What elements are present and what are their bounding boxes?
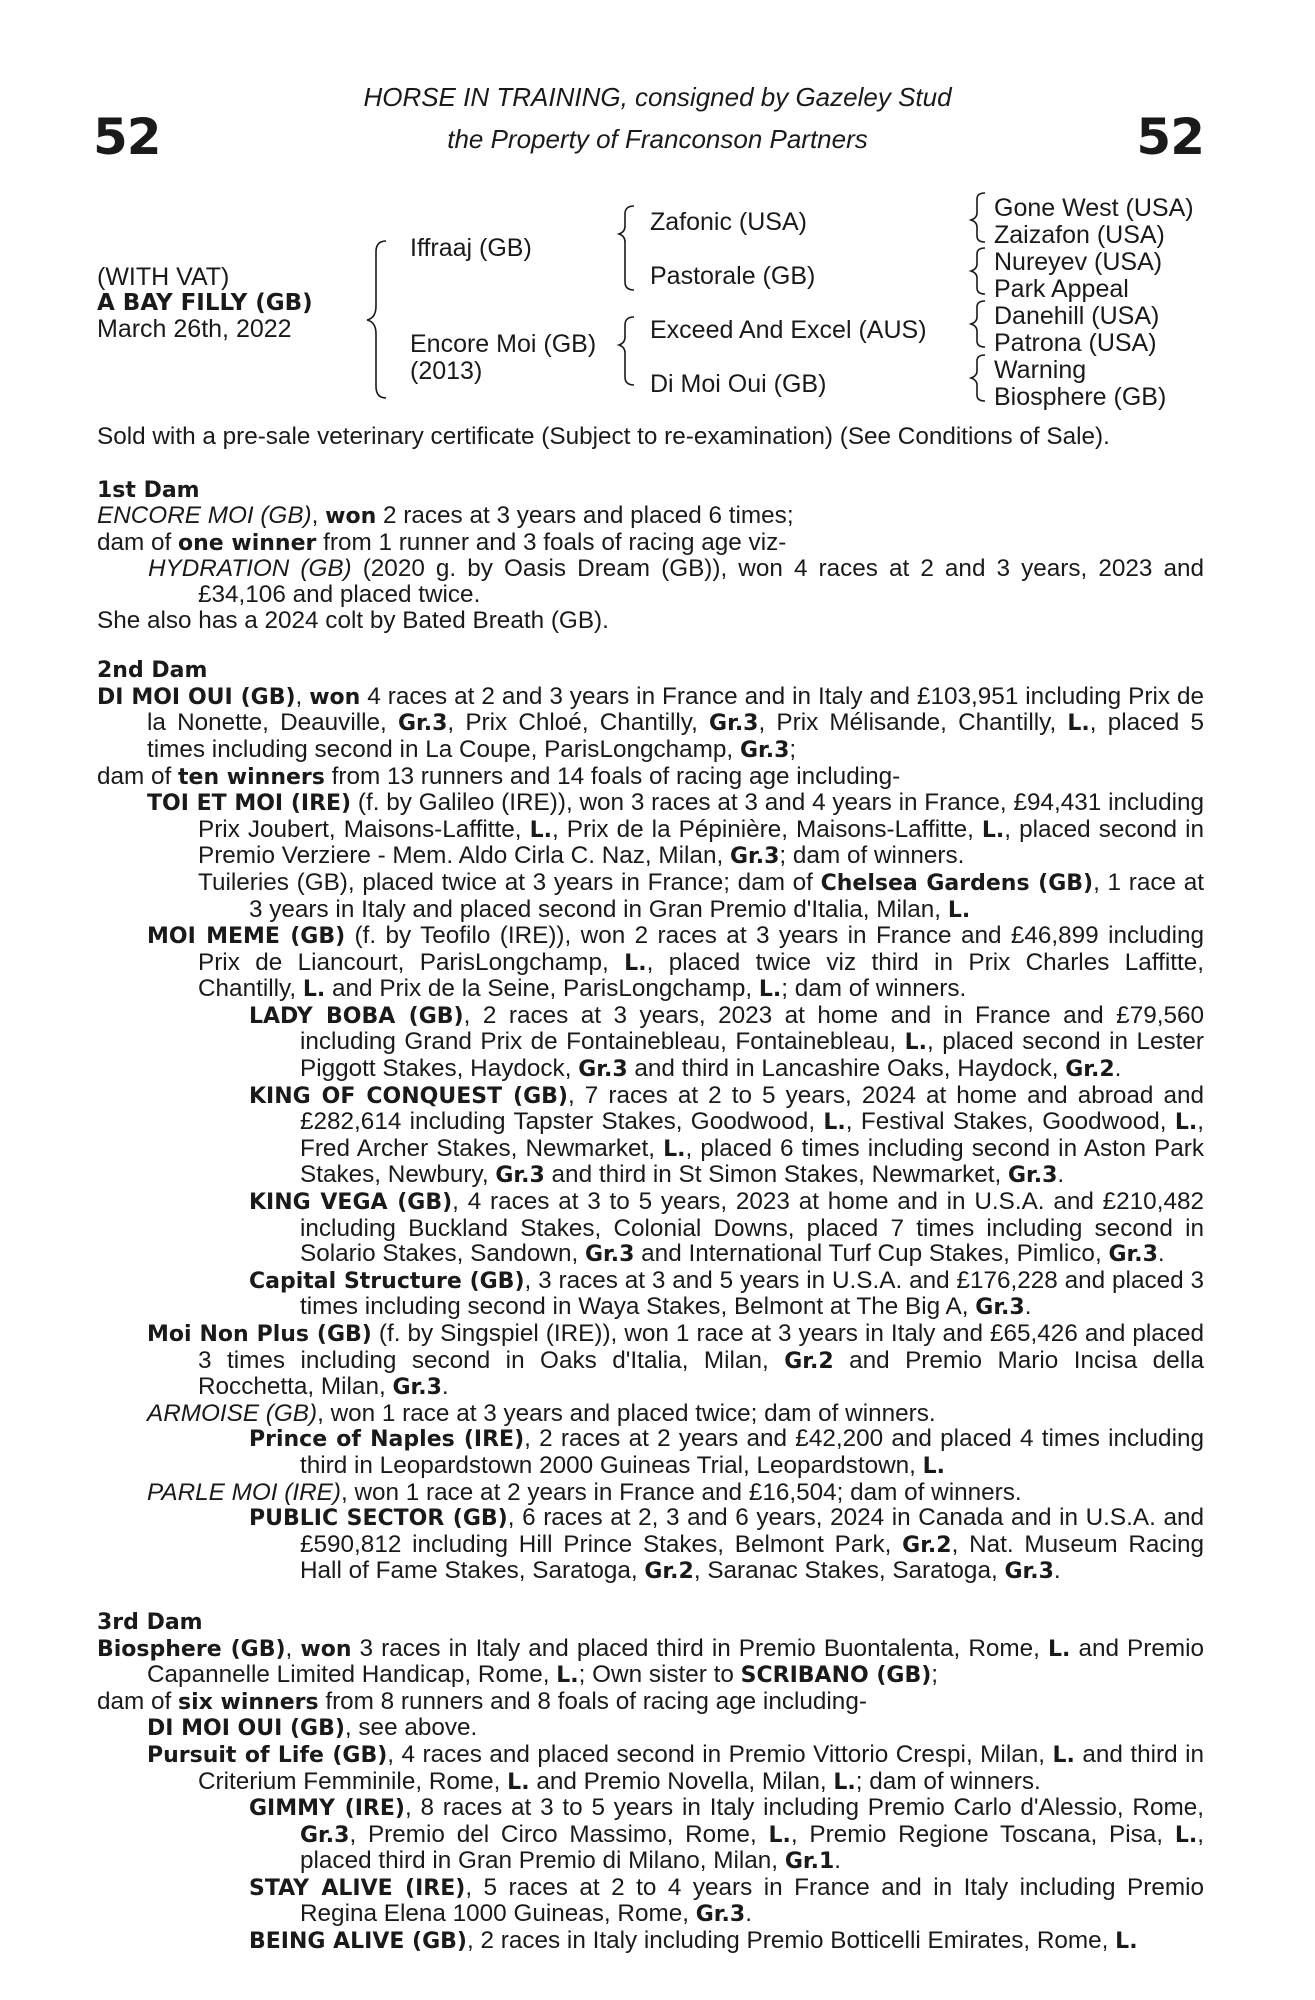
produce-parle-moi: PARLE MOI (IRE), won 1 race at 2 years in France and £16,504; dam of winners. xyxy=(147,1478,1022,1506)
foaling-date: March 26th, 2022 xyxy=(97,315,292,343)
produce-hydration: HYDRATION (GB) (2020 g. by Oasis Dream (GB)), won 4 races at 2 and 3 years, 2023 and £34,106 and placed twice. xyxy=(148,555,1204,608)
produce-armoise: ARMOISE (GB), won 1 race at 3 years and placed twice; dam of winners. xyxy=(147,1399,936,1427)
third-dam-produce-summary: dam of six winners from 8 runners and 8 foals of racing age including- xyxy=(97,1687,867,1715)
produce-moi-meme: MOI MEME (GB) (f. by Teofilo (IRE)), won 2 races at 3 years in France and £46,899 including Prix de Liancourt, ParisLongchamp, L., placed twice viz third in Prix Charles Laffitte, Chantilly, L. and Prix de la Seine, ParisLongchamp, L.; dam of winners. xyxy=(147,922,1204,1003)
lot-number-left: 52 xyxy=(93,108,161,166)
produce-king-vega: KING VEGA (GB), 4 races at 3 to 5 years, 2023 at home and in U.S.A. and £210,482 including Buckland Stakes, Colonial Downs, placed 7 times including second in Solario Stakes, Sandown, Gr.3 and International Turf Cup Stakes, Pimlico, Gr.3. xyxy=(249,1188,1204,1268)
produce-king-of-conquest: KING OF CONQUEST (GB), 7 races at 2 to 5 years, 2024 at home and abroad and £282,614 including Tapster Stakes, Goodwood, L., Festival Stakes, Goodwood, L., Fred Archer Stakes, Newmarket, L., placed 6 times including second in Aston Park Stakes, Newbury, Gr.3 and third in St Simon Stakes, Newmarket, Gr.3. xyxy=(249,1081,1205,1189)
dam-year: (2013) xyxy=(410,357,483,385)
first-dam-produce-summary: dam of one winner from 1 runner and 3 foals of racing age viz- xyxy=(97,528,787,556)
first-dam-record: ENCORE MOI (GB), won 2 races at 3 years and placed 6 times; xyxy=(97,502,794,530)
second-dam-record: DI MOI OUI (GB), won 4 races at 2 and 3 years in France and in Italy and £103,951 including Prix de la Nonette, Deauville, Gr.3, Prix Chloé, Chantilly, Gr.3, Prix Mélisande, Chantilly, L., placed 5 times including second in La Coupe, ParisLongchamp, Gr.3; xyxy=(97,682,1204,763)
ds-sire: Danehill (USA) xyxy=(994,302,1160,330)
dam-dam: Di Moi Oui (GB) xyxy=(650,370,827,398)
first-dam-heading: 1st Dam xyxy=(97,477,200,503)
catalogue-body xyxy=(97,424,1204,1955)
second-dam-heading: 2nd Dam xyxy=(97,658,208,684)
sd-dam: Park Appeal xyxy=(994,275,1129,303)
third-dam-heading: 3rd Dam xyxy=(97,1609,203,1635)
vet-note: Sold with a pre-sale veterinary certificate (Subject to re-examination) (See Conditions of Sale). xyxy=(97,423,1110,450)
ss-dam: Zaizafon (USA) xyxy=(994,221,1165,249)
produce-capital-structure: Capital Structure (GB), 3 races at 3 and 5 years in U.S.A. and £176,228 and placed 3 times including second in Waya Stakes, Belmont at The Big A, Gr.3. xyxy=(249,1266,1204,1321)
produce-gimmy: GIMMY (IRE), 8 races at 3 to 5 years in Italy including Premio Carlo d'Alessio, Rome, Gr.3, Premio del Circo Massimo, Rome, L., Premio Regione Toscana, Pisa, L., placed third in Gran Premio di Milano, Milan, Gr.1. xyxy=(249,1794,1204,1875)
dd-sire: Warning xyxy=(994,356,1087,384)
vat-note: (WITH VAT) xyxy=(97,263,230,291)
third-dam-record: Biosphere (GB), won 3 races in Italy and placed third in Premio Buontalenta, Rome, L. and Premio Capannelle Limited Handicap, Rome, L.; Own sister to SCRIBANO (GB); xyxy=(97,1634,1205,1689)
sd-sire: Nureyev (USA) xyxy=(994,248,1163,276)
consignor-line: HORSE IN TRAINING, consigned by Gazeley Stud xyxy=(363,82,952,112)
sire-sire: Zafonic (USA) xyxy=(650,208,807,236)
produce-toi-et-moi: TOI ET MOI (IRE) (f. by Galileo (IRE)), won 3 races at 3 and 4 years in France, £94,431 including Prix Joubert, Maisons-Laffitte, L., Prix de la Pépinière, Maisons-Laffitte, L., placed second in Premio Verziere - Mem. Aldo Cirla C. Naz, Milan, Gr.3; dam of winners. xyxy=(147,789,1205,870)
produce-pursuit-of-life: Pursuit of Life (GB), 4 races and placed second in Premio Vittorio Crespi, Milan, L. and third in Criterium Femminile, Rome, L. and Premio Novella, Milan, L.; dam of winners. xyxy=(147,1740,1204,1795)
dam-sire: Exceed And Excel (AUS) xyxy=(650,316,927,344)
produce-lady-boba: LADY BOBA (GB), 2 races at 3 years, 2023 at home and in France and £79,560 including Grand Prix de Fontainebleau, Fontainebleau, L., placed second in Lester Piggott Stakes, Haydock, Gr.3 and third in Lancashire Oaks, Haydock, Gr.2. xyxy=(249,1001,1205,1083)
property-line: the Property of Franconson Partners xyxy=(447,124,868,154)
dd-dam: Biosphere (GB) xyxy=(994,383,1167,411)
sire: Iffraaj (GB) xyxy=(410,234,532,262)
second-dam-produce-summary: dam of ten winners from 13 runners and 14 foals of racing age including- xyxy=(97,762,901,790)
subject-name: A BAY FILLY (GB) xyxy=(97,290,313,316)
produce-moi-non-plus: Moi Non Plus (GB) (f. by Singspiel (IRE)), won 1 race at 3 years in Italy and £65,426 and placed 3 times including second in Oaks d'Italia, Milan, Gr.2 and Premio Mario Incisa della Rocchetta, Milan, Gr.3. xyxy=(147,1320,1204,1401)
first-dam-note: She also has a 2024 colt by Bated Breath (GB). xyxy=(97,606,609,634)
produce-prince-of-naples: Prince of Naples (IRE), 2 races at 2 years and £42,200 and placed 4 times including third in Leopardstown 2000 Guineas Trial, Leopardstown, L. xyxy=(249,1425,1204,1479)
dam: Encore Moi (GB) xyxy=(410,330,597,358)
produce-stay-alive: STAY ALIVE (IRE), 5 races at 2 to 4 years in France and in Italy including Premio Regina Elena 1000 Guineas, Rome, Gr.3. xyxy=(249,1873,1204,1928)
ds-dam: Patrona (USA) xyxy=(994,329,1157,357)
produce-tuileries: Tuileries (GB), placed twice at 3 years in France; dam of Chelsea Gardens (GB), 1 race at 3 years in Italy and placed second in Gran Premio d'Italia, Milan, L. xyxy=(198,868,1204,923)
produce-being-alive: BEING ALIVE (GB), 2 races in Italy including Premio Botticelli Emirates, Rome, L. xyxy=(249,1927,1138,1955)
produce-public-sector: PUBLIC SECTOR (GB), 6 races at 2, 3 and 6 years, 2024 in Canada and in U.S.A. and £590,812 including Hill Prince Stakes, Belmont Park, Gr.2, Nat. Museum Racing Hall of Fame Stakes, Saratoga, Gr.2, Saranac Stakes, Saratoga, Gr.3. xyxy=(249,1504,1205,1585)
lot-number-right: 52 xyxy=(1136,108,1204,166)
ss-sire: Gone West (USA) xyxy=(994,194,1194,222)
produce-di-moi-oui: DI MOI OUI (GB), see above. xyxy=(147,1714,478,1742)
sire-dam: Pastorale (GB) xyxy=(650,262,816,290)
